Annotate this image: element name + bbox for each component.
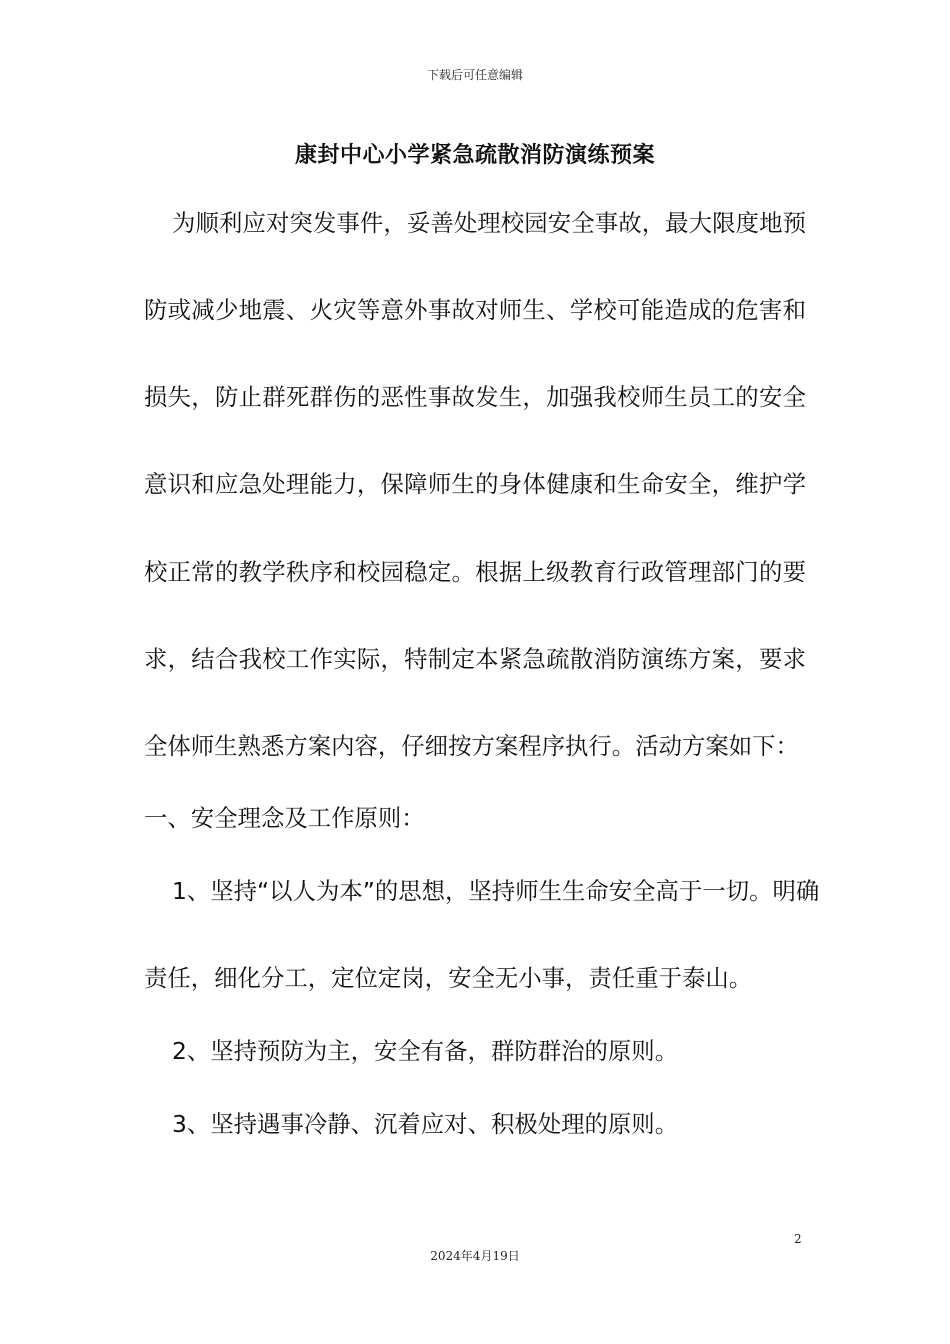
intro-line-2: 防或减少地震、火灾等意外事故对师生、学校可能造成的危害和	[144, 296, 806, 324]
footer-date: 2024年4月19日	[430, 1249, 520, 1263]
intro-line-6: 求，结合我校工作实际，特制定本紧急疏散消防演练方案，要求	[144, 645, 806, 673]
intro-line-3: 损失，防止群死群伤的恶性事故发生，加强我校师生员工的安全	[144, 383, 806, 411]
intro-line-4: 意识和应急处理能力，保障师生的身体健康和生命安全，维护学	[144, 470, 806, 498]
intro-line-7: 全体师生熟悉方案内容，仔细按方案程序执行。活动方案如下：	[144, 732, 799, 760]
principle-3: 3、坚持遇事冷静、沉着应对、积极处理的原则。	[172, 1110, 679, 1138]
document-title: 康封中心小学紧急疏散消防演练预案	[294, 143, 655, 168]
principle-1-line-2: 责任，细化分工，定位定岗，安全无小事，责任重于泰山。	[144, 964, 753, 992]
principle-1-line-1: 1、坚持“以人为本”的思想，坚持师生生命安全高于一切。明确	[172, 877, 820, 905]
principle-2: 2、坚持预防为主，安全有备，群防群治的原则。	[172, 1037, 679, 1065]
page-number: 2	[794, 1232, 802, 1246]
section-heading: 一、安全理念及工作原则：	[144, 804, 425, 832]
intro-line-5: 校正常的教学秩序和校园稳定。根据上级教育行政管理部门的要	[144, 558, 806, 586]
header-note: 下载后可任意编辑	[426, 68, 523, 82]
intro-line-1: 为顺利应对突发事件，妥善处理校园安全事故，最大限度地预	[172, 209, 806, 237]
